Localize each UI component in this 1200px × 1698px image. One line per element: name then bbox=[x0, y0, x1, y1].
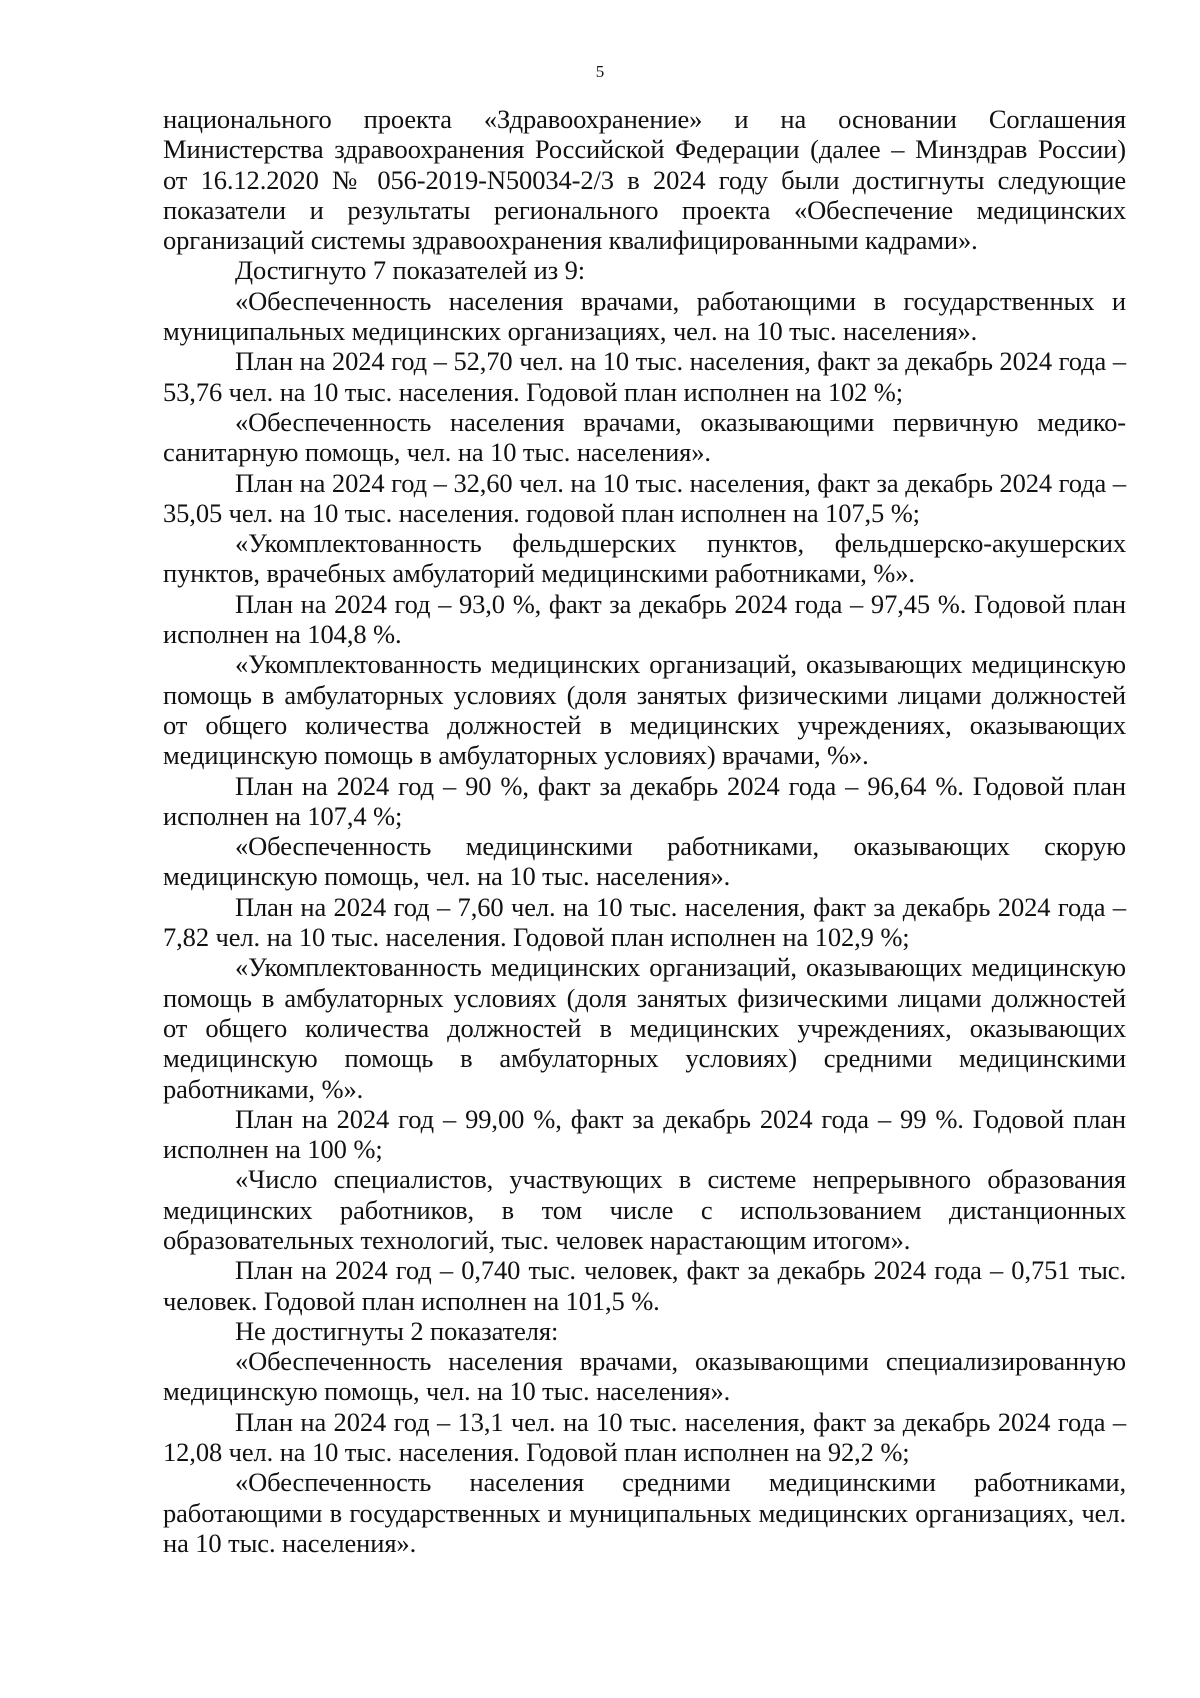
paragraph-indicator: «Обеспеченность населения средними медицинскими работниками, работающими в государственных и муниципальных медицинских организациях, чел. на 10 тыс. населения». bbox=[163, 1467, 1126, 1558]
page-number: 5 bbox=[595, 62, 605, 81]
paragraph-indicator: «Укомплектованность медицинских организаций, оказывающих медицинскую помощь в амбулаторных условиях (доля занятых физическими лицами должностей от общего количества должностей в медицинских учреждениях, оказывающих медицинскую помощь в амбулаторных условиях) врачами, %». bbox=[163, 649, 1126, 771]
paragraph-indicator: «Обеспеченность населения врачами, оказывающими специализированную медицинскую помощь, чел. на 10 тыс. населения». bbox=[163, 1346, 1126, 1407]
paragraph-result: План на 2024 год – 0,740 тыс. человек, факт за декабрь 2024 года – 0,751 тыс. человек. Годовой план исполнен на 101,5 %. bbox=[163, 1255, 1126, 1316]
paragraph-indicator: «Укомплектованность фельдшерских пунктов, фельдшерско-акушерских пунктов, врачебных амбулаторий медицинскими работниками, %». bbox=[163, 528, 1126, 589]
paragraph-indicator: «Обеспеченность населения врачами, оказывающими первичную медико-санитарную помощь, чел. на 10 тыс. населения». bbox=[163, 406, 1126, 468]
paragraph-result: План на 2024 год – 13,1 чел. на 10 тыс. населения, факт за декабрь 2024 года – 12,08 чел. на 10 тыс. населения. Годовой план исполнен на 92,2 %; bbox=[163, 1406, 1126, 1468]
paragraph-not-achieved-summary: Не достигнуты 2 показателя: bbox=[235, 1315, 559, 1346]
paragraph-result: План на 2024 год – 99,00 %, факт за декабрь 2024 года – 99 %. Годовой план исполнен на 100 %; bbox=[163, 1103, 1126, 1165]
paragraph-achieved-summary: Достигнуто 7 показателей из 9: bbox=[235, 255, 586, 286]
paragraph-result: План на 2024 год – 90 %, факт за декабрь 2024 года – 96,64 %. Годовой план исполнен на 107,4 %; bbox=[163, 770, 1126, 831]
paragraph-result: План на 2024 год – 93,0 %, факт за декабрь 2024 года – 97,45 %. Годовой план исполнен на 104,8 %. bbox=[163, 588, 1126, 650]
paragraph-result: План на 2024 год – 7,60 чел. на 10 тыс. населения, факт за декабрь 2024 года – 7,82 чел. на 10 тыс. населения. Годовой план исполнен на 102,9 %; bbox=[163, 891, 1126, 953]
document-body bbox=[163, 104, 1126, 1558]
paragraph-result: План на 2024 год – 52,70 чел. на 10 тыс. населения, факт за декабрь 2024 года – 53,76 чел. на 10 тыс. населения. Годовой план исполнен на 102 %; bbox=[163, 346, 1126, 407]
paragraph-result: План на 2024 год – 32,60 чел. на 10 тыс. населения, факт за декабрь 2024 года – 35,05 чел. на 10 тыс. населения. годовой план исполнен на 107,5 %; bbox=[163, 467, 1126, 528]
paragraph-indicator: «Обеспеченность медицинскими работниками, оказывающих скорую медицинскую помощь, чел. на 10 тыс. населения». bbox=[163, 831, 1126, 892]
paragraph-indicator: «Обеспеченность населения врачами, работающими в государственных и муниципальных медицинских организациях, чел. на 10 тыс. населения». bbox=[163, 285, 1126, 347]
paragraph-indicator: «Число специалистов, участвующих в системе непрерывного образования медицинских работников, в том числе с использованием дистанционных образовательных технологий, тыс. человек нарастающим итогом». bbox=[163, 1164, 1126, 1255]
paragraph-indicator: «Укомплектованность медицинских организаций, оказывающих медицинскую помощь в амбулаторных условиях (доля занятых физическими лицами должностей от общего количества должностей в медицинских учреждениях, оказывающих медицинскую помощь в амбулаторных условиях) средними медицинскими работниками, %». bbox=[163, 952, 1126, 1104]
paragraph-intro: национального проекта «Здравоохранение» и на основании Соглашения Министерства здравоохранения Российской Федерации (далее – Минздрав России) от 16.12.2020 № 056-2019-N50034-2/3 в 2024 году были достигнуты следующие показатели и результаты регионального проекта «Обеспечение медицинских организаций системы здравоохранения квалифицированными кадрами». bbox=[163, 104, 1126, 256]
